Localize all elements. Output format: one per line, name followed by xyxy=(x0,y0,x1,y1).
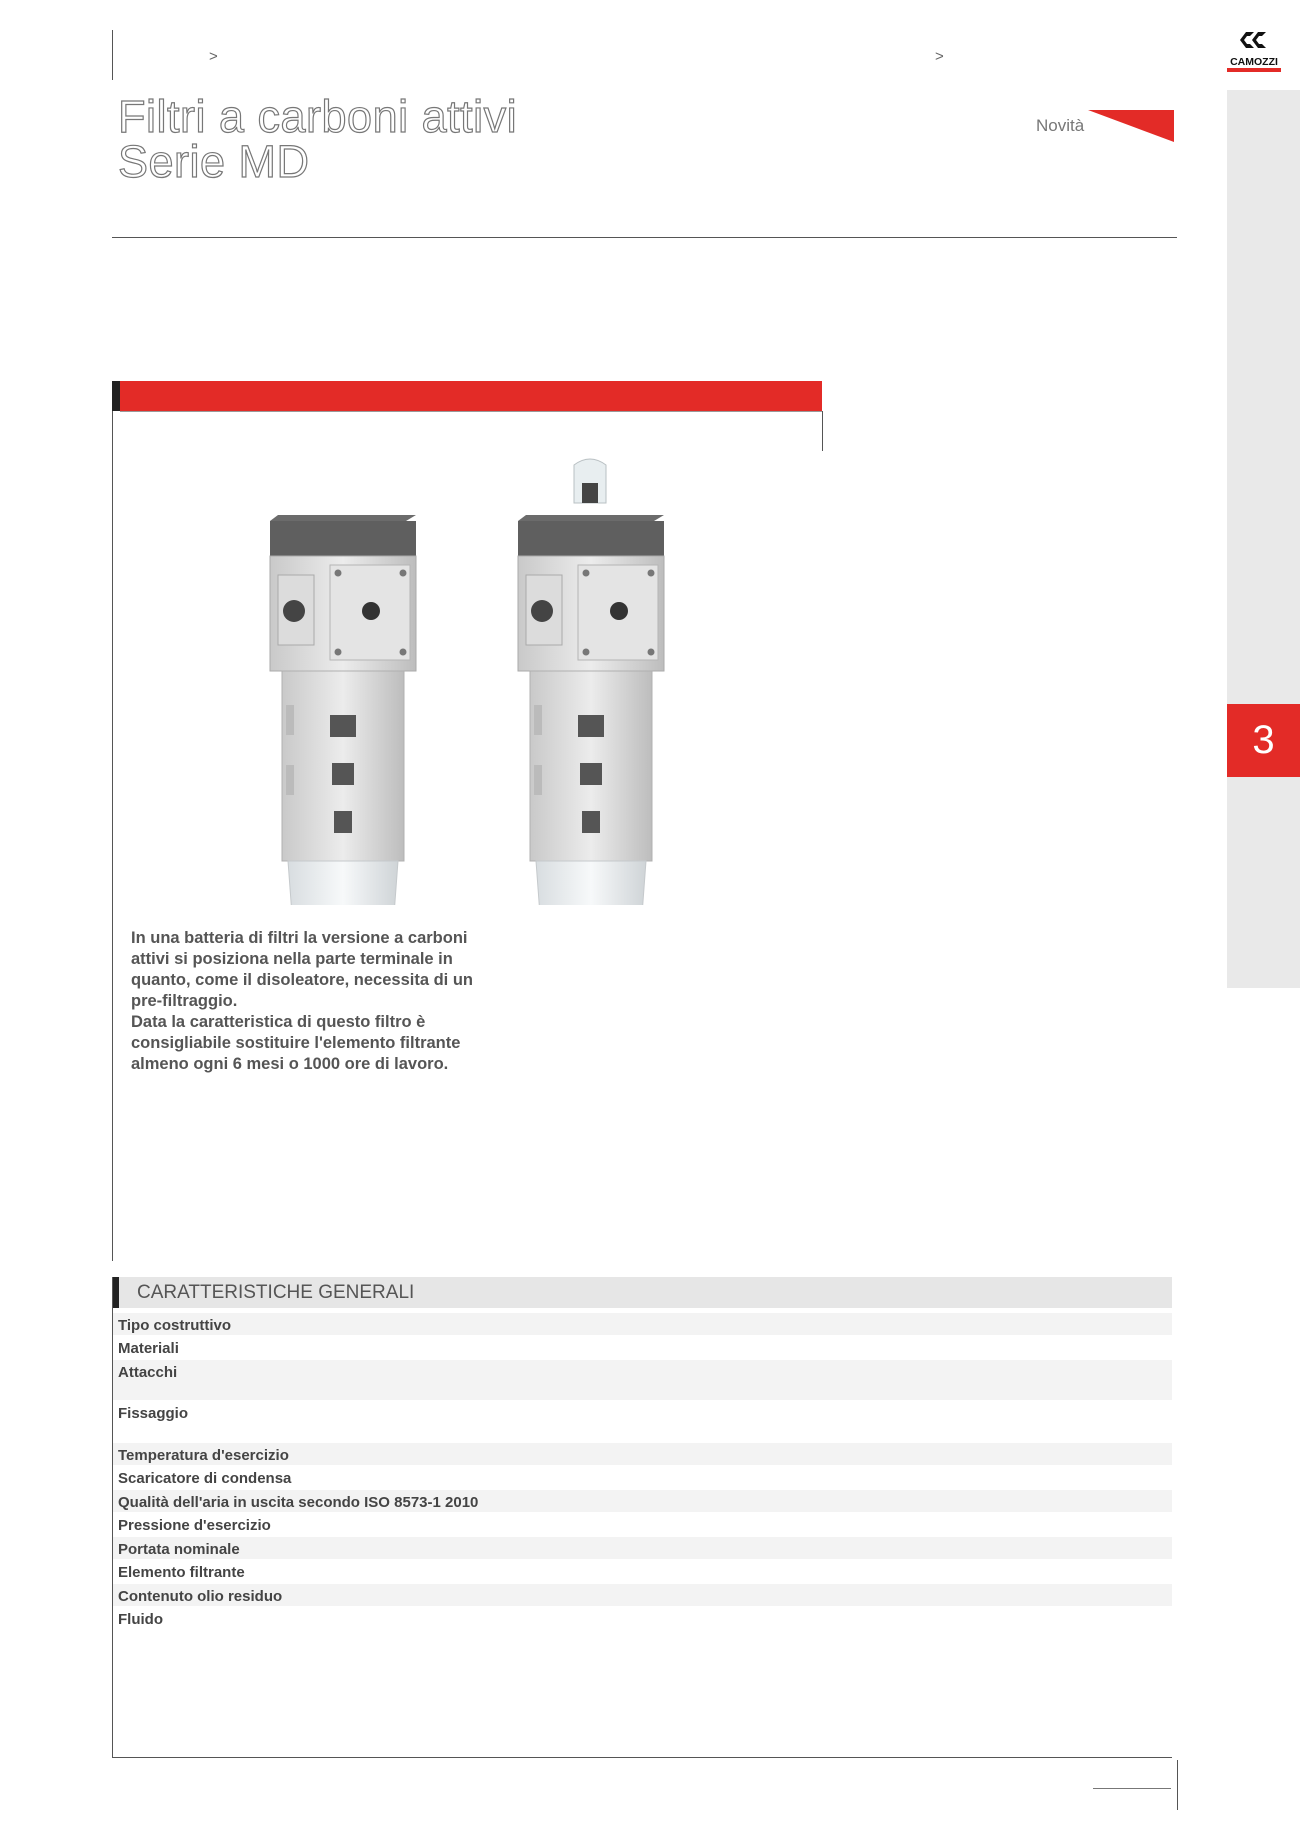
new-badge-triangle xyxy=(1088,108,1174,142)
section-bar-underline xyxy=(120,411,822,412)
filter-unit-2 xyxy=(518,459,664,905)
feature-label: Temperatura d'esercizio xyxy=(118,1447,289,1464)
feature-row xyxy=(113,1336,1172,1358)
breadcrumb-separator-2: > xyxy=(935,48,944,65)
feature-row xyxy=(113,1537,1172,1559)
feature-label: Qualità dell'aria in uscita secondo ISO 8573-1 2010 xyxy=(118,1494,479,1511)
features-section-header xyxy=(113,1277,1172,1308)
section-bar-right-rule xyxy=(822,411,823,451)
feature-label: Fissaggio xyxy=(118,1405,189,1422)
breadcrumb-separator-1: > xyxy=(209,48,218,65)
table-left-rule xyxy=(112,1277,113,1757)
content-left-rule xyxy=(112,411,113,1261)
feature-label: Portata nominale xyxy=(118,1541,240,1558)
logo-wordmark: CAMOZZI xyxy=(1230,56,1278,68)
features-heading: CARATTERISTICHE GENERALI xyxy=(137,1282,415,1303)
new-badge-label: Novità xyxy=(1036,116,1085,135)
feature-row xyxy=(113,1360,1172,1400)
feature-row xyxy=(113,1401,1172,1441)
feature-row xyxy=(113,1490,1172,1512)
product-description xyxy=(131,928,491,1075)
feature-row xyxy=(113,1513,1172,1535)
section-red-bar-marker xyxy=(112,381,120,411)
camozzi-logo xyxy=(1224,28,1284,74)
feature-row xyxy=(113,1584,1172,1606)
feature-label: Elemento filtrante xyxy=(118,1564,245,1581)
filter-unit-1 xyxy=(270,515,416,905)
footer-right-rule xyxy=(1177,1760,1178,1810)
page-title xyxy=(118,91,518,187)
feature-label: Attacchi xyxy=(118,1364,178,1381)
feature-label: Scaricatore di condensa xyxy=(118,1470,292,1487)
page-title-line-2: Serie MD xyxy=(118,136,310,187)
feature-label: Contenuto olio residuo xyxy=(118,1588,283,1605)
section-red-bar xyxy=(112,381,822,411)
feature-label: Pressione d'esercizio xyxy=(118,1517,271,1534)
feature-row xyxy=(113,1607,1172,1629)
footer-page-rule xyxy=(1093,1788,1171,1789)
feature-row xyxy=(113,1313,1172,1335)
feature-label: Materiali xyxy=(118,1340,179,1357)
feature-label: Fluido xyxy=(118,1611,163,1628)
features-header-marker xyxy=(113,1277,119,1308)
chapter-number-tab[interactable]: 3 xyxy=(1227,704,1300,777)
feature-row xyxy=(113,1443,1172,1465)
description-paragraph-2: Data la caratteristica di questo filtro è consigliabile sostituire l'elemento filtrante almeno ogni 6 mesi o 1000 ore di lavoro. xyxy=(131,1013,461,1073)
table-bottom-rule xyxy=(112,1757,1172,1758)
feature-label: Tipo costruttivo xyxy=(118,1317,232,1334)
feature-row xyxy=(113,1466,1172,1488)
page-title-line-1: Filtri a carboni attivi xyxy=(118,91,518,142)
product-image xyxy=(250,455,700,905)
description-paragraph-1: In una batteria di filtri la versione a carboni attivi si posiziona nella parte terminale in quanto, come il disoleatore, necessita di un pre-filtraggio. xyxy=(131,929,473,1010)
header-left-rule xyxy=(112,30,113,80)
chapter-side-tab xyxy=(1227,90,1300,988)
feature-row xyxy=(113,1560,1172,1582)
header-divider xyxy=(112,237,1177,238)
